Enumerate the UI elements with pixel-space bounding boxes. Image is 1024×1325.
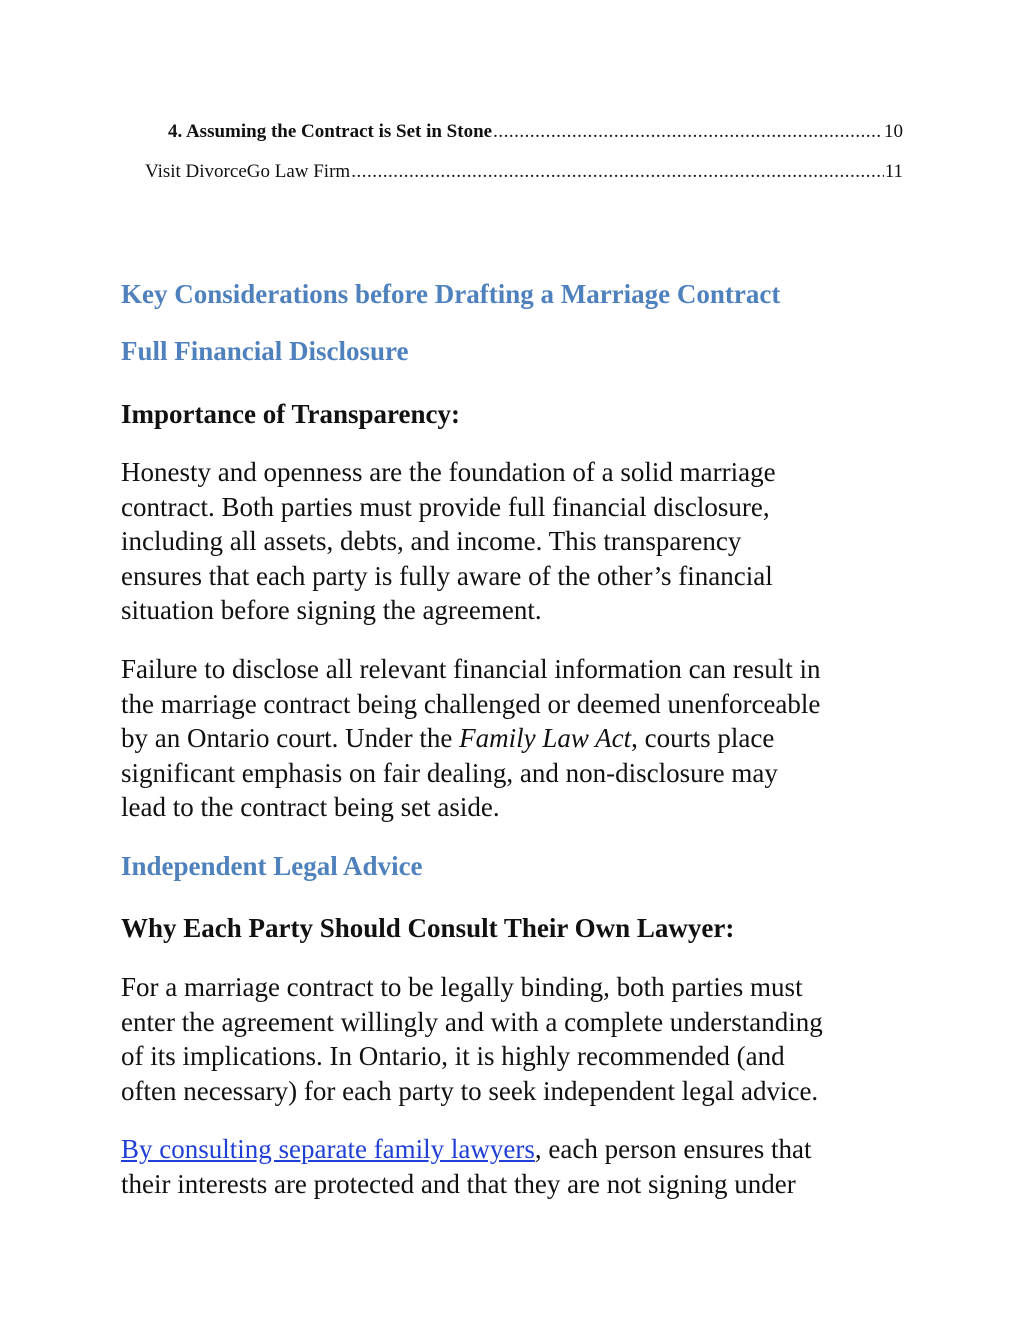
toc-entry-visit-divorcego[interactable] xyxy=(145,161,903,183)
paragraph-line: the marriage contract being challenged or deemed unenforceable xyxy=(121,688,821,719)
paragraph-line: significant emphasis on fair dealing, and non-disclosure may xyxy=(121,757,778,788)
paragraph-line: often necessary) for each party to seek independent legal advice. xyxy=(121,1075,819,1106)
toc-entry-label: 4. Assuming the Contract is Set in Stone xyxy=(168,121,493,142)
text-segment: , courts place xyxy=(631,723,775,753)
text-segment: by an Ontario court. Under the xyxy=(121,723,460,753)
text-segment: , each person ensures that xyxy=(534,1134,812,1164)
consulting-separate-lawyers-link[interactable]: By consulting separate family lawyers xyxy=(121,1134,535,1164)
toc-entry-label: Visit DivorceGo Law Firm xyxy=(145,161,351,182)
paragraph-transparency xyxy=(121,455,911,628)
paragraph-failure-to-disclose xyxy=(121,652,911,825)
paragraph-line: Honesty and openness are the foundation of a solid marriage xyxy=(121,457,776,487)
subsection-title-independent-legal-advice: Independent Legal Advice xyxy=(121,851,423,881)
paragraph-line xyxy=(121,721,911,756)
paragraph-line: of its implications. In Ontario, it is highly recommended (and xyxy=(121,1041,785,1071)
paragraph-line: enter the agreement willingly and with a complete understanding xyxy=(121,1006,823,1037)
paragraph-line: lead to the contract being set aside. xyxy=(121,792,500,822)
toc-entry-page: 10 xyxy=(884,121,903,142)
paragraph-legally-binding xyxy=(121,970,911,1108)
paragraph-line: situation before signing the agreement. xyxy=(121,595,542,625)
paragraph-line: their interests are protected and that they are not signing under xyxy=(121,1168,796,1199)
heading-consult-own-lawyer: Why Each Party Should Consult Their Own Lawyer: xyxy=(121,913,735,943)
toc-entry-page: 11 xyxy=(884,161,903,182)
paragraph-line: including all assets, debts, and income. This transparency xyxy=(121,526,742,556)
paragraph-line: contract. Both parties must provide full financial disclosure, xyxy=(121,491,770,522)
toc-entry-assuming-contract[interactable] xyxy=(168,121,903,143)
section-title: Key Considerations before Drafting a Marriage Contract xyxy=(121,279,781,309)
toc-leader-dots xyxy=(493,121,883,143)
paragraph-line: ensures that each party is fully aware of the other’s financial xyxy=(121,560,773,591)
heading-importance-of-transparency: Importance of Transparency: xyxy=(121,399,460,429)
subsection-title-financial-disclosure: Full Financial Disclosure xyxy=(121,336,409,366)
paragraph-line: Failure to disclose all relevant financial information can result in xyxy=(121,654,821,684)
family-law-act-citation: Family Law Act xyxy=(459,723,632,753)
paragraph-line xyxy=(121,1132,911,1167)
paragraph-line: For a marriage contract to be legally binding, both parties must xyxy=(121,972,803,1002)
paragraph-separate-lawyers xyxy=(121,1132,911,1201)
toc-leader-dots xyxy=(351,161,884,183)
